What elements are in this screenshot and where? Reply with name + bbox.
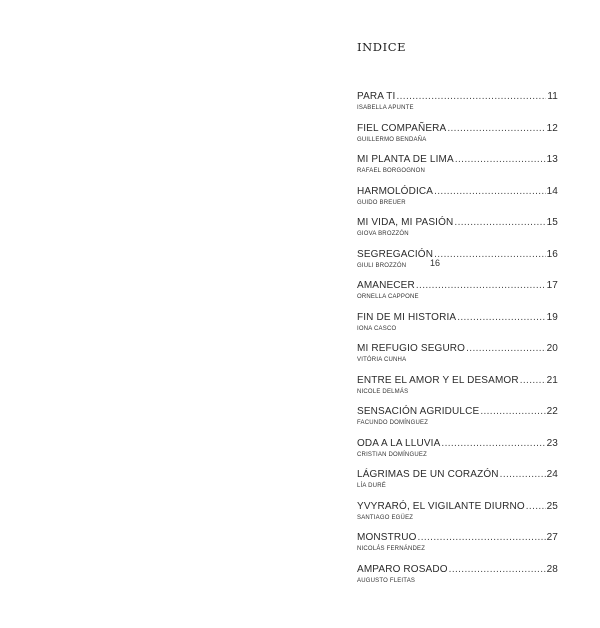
dot-leader bbox=[418, 531, 546, 544]
dot-leader bbox=[416, 279, 546, 292]
toc-entry bbox=[357, 216, 558, 248]
entry-page-number: 20 bbox=[546, 343, 558, 354]
entry-title: PARA TI bbox=[357, 91, 396, 102]
entry-title: LÁGRIMAS DE UN CORAZÓN bbox=[357, 469, 499, 480]
entry-author: GUILLERMO BENDAÑA bbox=[357, 136, 427, 143]
entry-title: YVYRARÓ, EL VIGILANTE DIURNO bbox=[357, 500, 525, 512]
entry-title: ENTRE EL AMOR Y EL DESAMOR bbox=[357, 374, 519, 386]
entry-page-number: 14 bbox=[546, 185, 558, 197]
dot-leader bbox=[466, 342, 545, 355]
toc-entry bbox=[357, 531, 558, 563]
entry-title: ODA A LA LLUVIA bbox=[357, 437, 441, 449]
toc-entry bbox=[357, 437, 558, 469]
dot-leader bbox=[480, 405, 545, 418]
dot-leader bbox=[526, 500, 546, 513]
index-heading: INDICE bbox=[357, 40, 407, 54]
toc-entry bbox=[357, 185, 558, 217]
entry-page-number: 19 bbox=[546, 311, 558, 323]
toc-entry bbox=[357, 122, 558, 154]
dot-leader bbox=[455, 153, 546, 166]
entry-author: RAFAEL BORGOGNON bbox=[357, 168, 425, 174]
dot-leader bbox=[434, 248, 545, 261]
entry-author: GUIDO BREUER bbox=[357, 199, 406, 206]
stray-page-number: 16 bbox=[430, 258, 441, 268]
entry-page-number: 22 bbox=[546, 406, 558, 417]
toc-entry bbox=[357, 500, 558, 532]
entry-author: AUGUSTO FLEITAS bbox=[357, 577, 416, 584]
entry-page-number: 28 bbox=[546, 563, 558, 575]
entry-page-number: 21 bbox=[546, 374, 558, 386]
dot-leader bbox=[441, 437, 545, 450]
dot-leader bbox=[434, 185, 545, 198]
entry-page-number: 17 bbox=[546, 280, 558, 291]
toc-entry bbox=[357, 279, 558, 311]
entry-page-number: 23 bbox=[546, 437, 558, 449]
dot-leader bbox=[449, 563, 546, 576]
entry-title: MONSTRUO bbox=[357, 532, 417, 543]
table-of-contents bbox=[357, 90, 558, 594]
dot-leader bbox=[520, 374, 546, 387]
entry-title: HARMOLÓDICA bbox=[357, 185, 434, 197]
toc-entry bbox=[357, 468, 558, 500]
entry-title: SEGREGACIÓN bbox=[357, 248, 434, 260]
entry-title: FIEL COMPAÑERA bbox=[357, 122, 447, 134]
entry-author: IONA CASCO bbox=[357, 325, 397, 332]
entry-title: MI PLANTA DE LIMA bbox=[357, 154, 454, 165]
dot-leader bbox=[396, 90, 546, 103]
entry-title: SENSACIÓN AGRIDULCE bbox=[357, 406, 480, 417]
entry-author: ISABELLA APUNTE bbox=[357, 105, 414, 111]
entry-author: CRISTIAN DOMÍNGUEZ bbox=[357, 451, 427, 458]
entry-title: MI VIDA, MI PASIÓN bbox=[357, 217, 454, 228]
entry-author: NICOLÁS FERNÁNDEZ bbox=[357, 546, 426, 552]
entry-page-number: 24 bbox=[546, 469, 558, 480]
entry-page-number: 16 bbox=[546, 248, 558, 260]
entry-author: FACUNDO DOMÍNGUEZ bbox=[357, 420, 429, 426]
entry-author: VITÓRIA CUNHA bbox=[357, 357, 407, 363]
dot-leader bbox=[457, 311, 545, 324]
entry-title: MI REFUGIO SEGURO bbox=[357, 343, 466, 354]
entry-page-number: 15 bbox=[546, 217, 558, 228]
dot-leader bbox=[500, 468, 546, 481]
toc-entry bbox=[357, 153, 558, 185]
entry-page-number: 12 bbox=[546, 122, 558, 134]
entry-author: LÍA DURÉ bbox=[357, 483, 386, 489]
toc-entry bbox=[357, 342, 558, 374]
toc-entry bbox=[357, 563, 558, 595]
dot-leader bbox=[447, 122, 545, 135]
entry-author: GIULI BROZZÓN bbox=[357, 262, 407, 269]
entry-title: AMANECER bbox=[357, 280, 415, 291]
entry-title: AMPARO ROSADO bbox=[357, 563, 448, 575]
entry-author: SANTIAGO EGÜEZ bbox=[357, 514, 414, 521]
toc-entry bbox=[357, 405, 558, 437]
entry-author: ORNELLA CAPPONE bbox=[357, 294, 419, 300]
toc-entry bbox=[357, 248, 558, 280]
toc-entry bbox=[357, 90, 558, 122]
entry-author: NICOLE DELMÁS bbox=[357, 388, 409, 395]
entry-page-number: 27 bbox=[546, 532, 558, 543]
entry-page-number: 11 bbox=[547, 91, 558, 102]
toc-entry bbox=[357, 311, 558, 343]
entry-page-number: 13 bbox=[546, 154, 558, 165]
entry-title: FIN DE MI HISTORIA bbox=[357, 311, 457, 323]
toc-entry bbox=[357, 374, 558, 406]
entry-page-number: 25 bbox=[546, 500, 558, 512]
dot-leader bbox=[454, 216, 545, 229]
entry-author: GIOVA BROZZÓN bbox=[357, 231, 409, 237]
